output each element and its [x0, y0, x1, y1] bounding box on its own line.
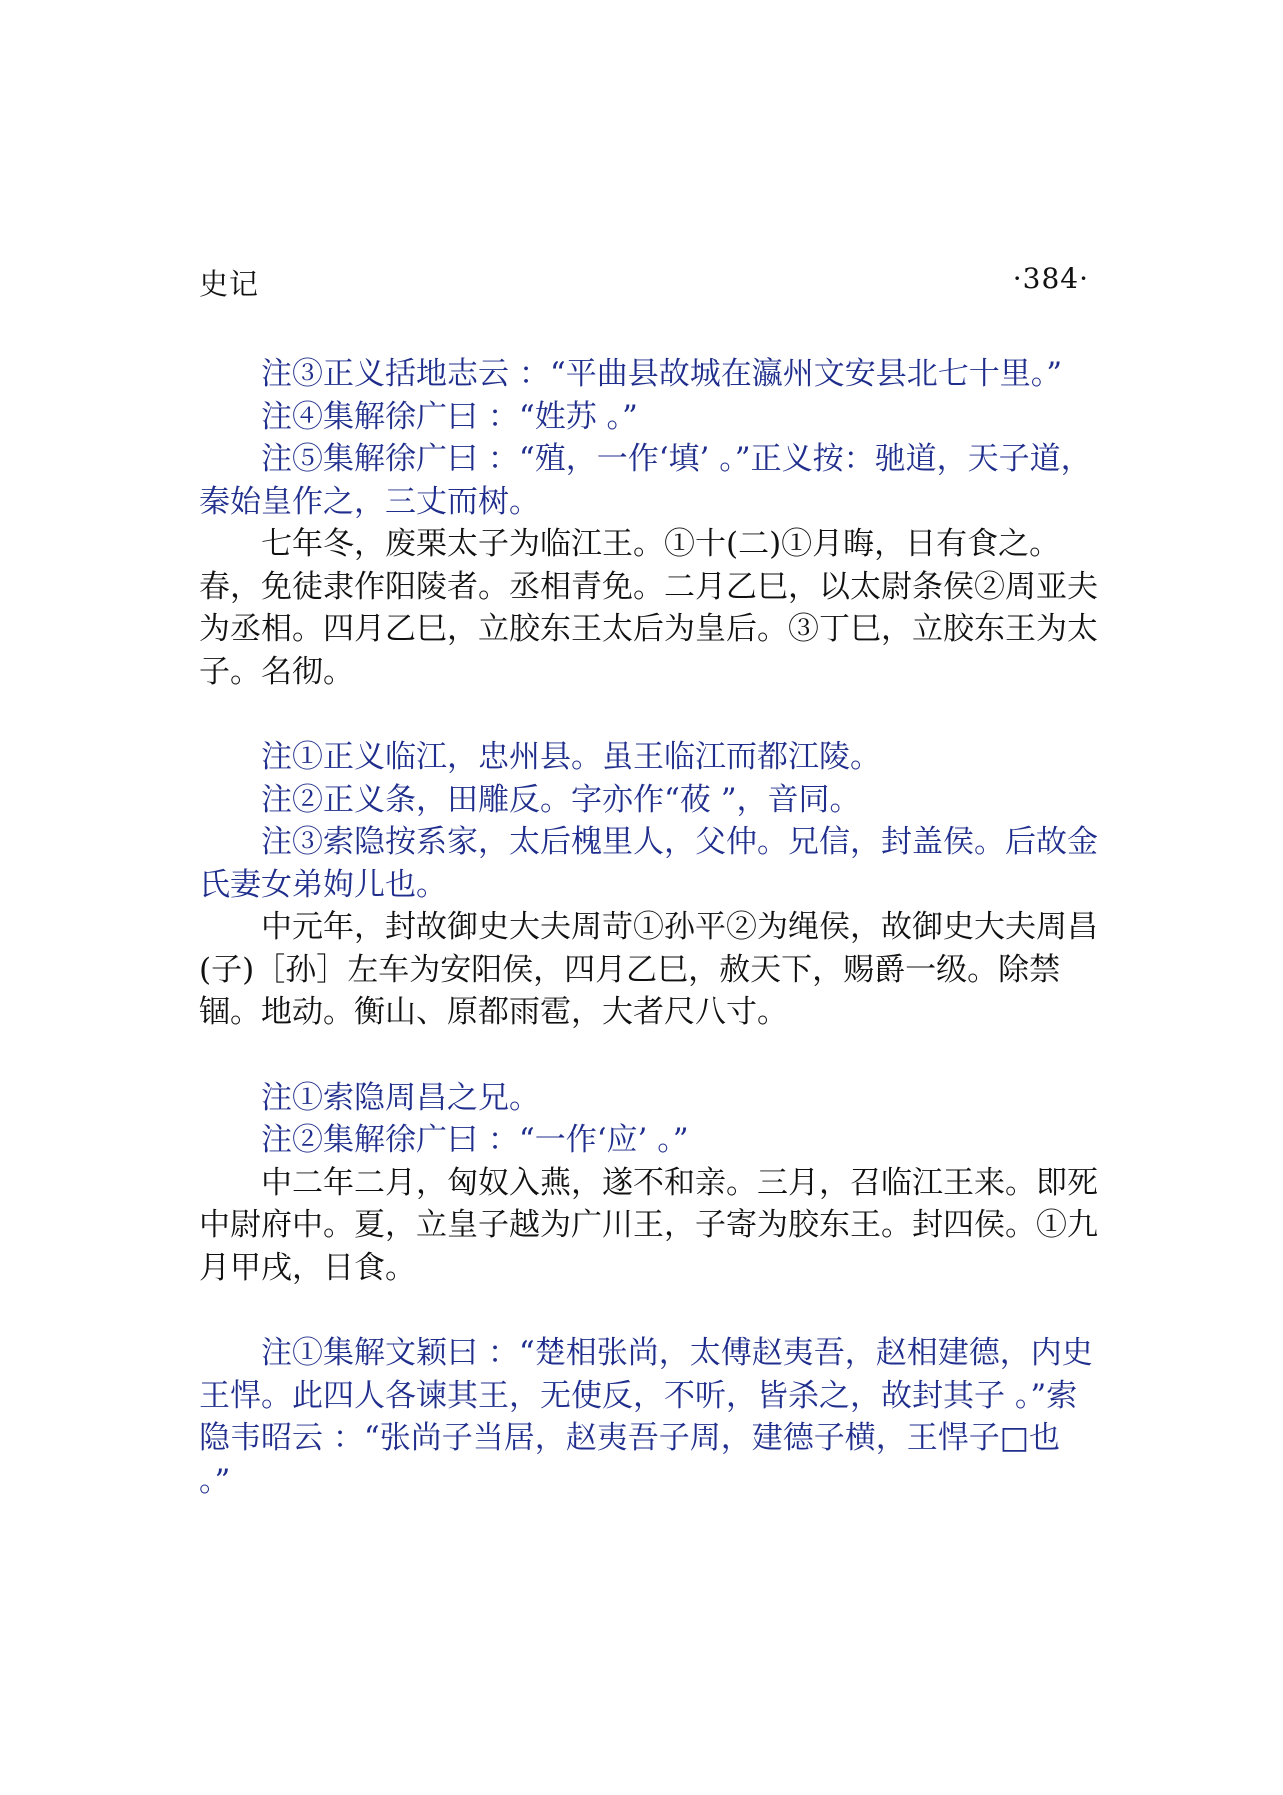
page-number: ·384· [1012, 262, 1089, 295]
main-text-paragraph: 七年冬，废栗太子为临江王。①十(二)①月晦，日有食之。春，免徒隶作阳陵者。丞相青免。二月乙巳，以太尉条侯②周亚夫为丞相。四月乙巳，立胶东王太后为皇后。③丁巳，立胶东王为太子。名彻。 [199, 526, 1098, 690]
main-text-paragraph: 中二年二月，匈奴入燕，遂不和亲。三月，召临江王来。即死中尉府中。夏，立皇子越为广川王，子寄为胶东王。封四侯。①九月甲戌，日食。 [199, 1164, 1098, 1286]
annotation-paragraph: 注③正义括地志云 ：“平曲县故城在瀛州文安县北七十里。” [261, 356, 1063, 392]
annotation-paragraph: 注③索隐按系家，太后槐里人，父仲。兄信，封盖侯。后故金氏妻女弟姁儿也。 [199, 824, 1098, 903]
book-title: 史记 [199, 267, 260, 301]
page-body [199, 353, 1099, 1502]
paragraph-gap [199, 693, 1099, 736]
paragraph-gap [199, 1034, 1099, 1077]
annotation-paragraph: 注①集解文颖曰 ：“楚相张尚，太傅赵夷吾，赵相建德，内史王悍。此四人各谏其王，无使反，不听，皆杀之，故封其子 。”索隐韦昭云 ：“张尚子当居，赵夷吾子周，建德子横，王悍子□也 。” [199, 1335, 1093, 1499]
main-text-paragraph: 中元年，封故御史大夫周苛①孙平②为绳侯，故御史大夫周昌(子)［孙］左车为安阳侯，四月乙巳，赦天下，赐爵一级。除禁锢。地动。衡山、原都雨雹，大者尺八寸。 [199, 909, 1098, 1030]
annotation-paragraph: 注④集解徐广曰 ：“姓苏 。” [261, 398, 638, 435]
annotation-paragraph: 注②正义条，田雕反。字亦作“莜 ”，音同。 [261, 781, 861, 818]
page-header [199, 262, 1089, 302]
annotation-paragraph: 注①索隐周昌之兄。 [261, 1079, 540, 1116]
annotation-paragraph: 注②集解徐广曰 ：“一作‘应’ 。” [261, 1122, 689, 1158]
paragraph-gap [199, 1289, 1099, 1332]
annotation-paragraph: 注①正义临江，忠州县。虽王临江而都江陵。 [261, 739, 881, 775]
annotation-paragraph: 注⑤集解徐广曰 ：“殖，一作‘填’ 。”正义按：驰道，天子道，秦始皇作之，三丈而树。 [199, 441, 1092, 520]
